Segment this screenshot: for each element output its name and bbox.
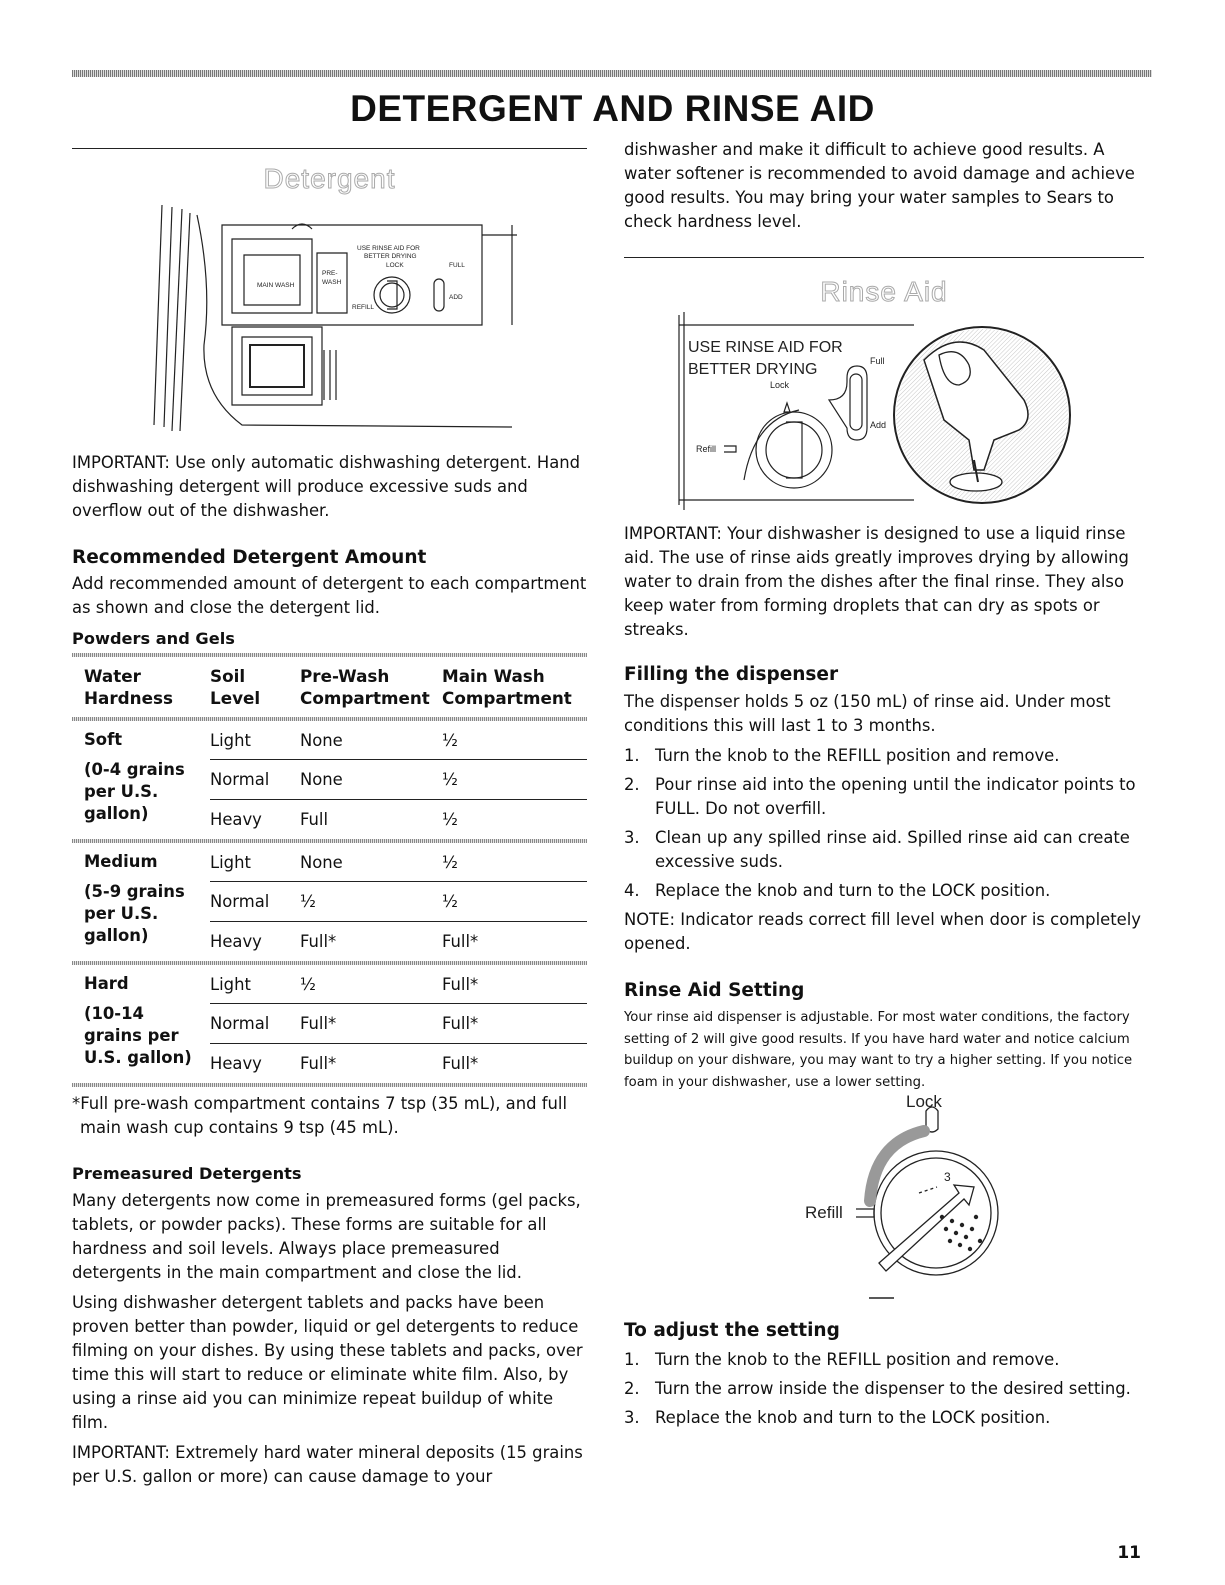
table-groups <box>72 721 587 1087</box>
section-rule <box>72 148 587 149</box>
list-item <box>624 1406 1144 1430</box>
main-cell: ½ <box>442 721 587 760</box>
pre-cell: None <box>300 721 442 760</box>
figure-label-better-drying: BETTER DRYING <box>364 253 417 260</box>
hard-water-continued: dishwasher and make it difficult to achieve good results. A water softener is recommended to avoid damage and achieve good results. You may bring your water samples to Sears to check hardness level. <box>624 140 1135 231</box>
rinse-knob-illustration <box>624 1093 1144 1318</box>
figure-label-use-rinse-aid: USE RINSE AID FOR <box>357 245 420 252</box>
pre-cell: None <box>300 843 442 882</box>
rinse-label-lock: Lock <box>770 380 790 390</box>
figure-label-lock: LOCK <box>386 262 404 269</box>
hardness-desc: (0-4 grains per U.S. gallon) <box>84 760 185 823</box>
list-item <box>624 879 1144 903</box>
soil-cell: Normal <box>210 760 300 800</box>
soil-cell: Normal <box>210 882 300 922</box>
recommended-text: Add recommended amount of detergent to each compartment as shown and close the detergent lid. <box>72 574 587 617</box>
table-top-rule <box>72 653 587 657</box>
table-row <box>72 721 587 760</box>
adjust-steps <box>624 1348 1144 1430</box>
step-number: 2. <box>624 775 640 794</box>
pre-cell: Full* <box>300 932 337 951</box>
list-item <box>624 1377 1144 1401</box>
rinse-label-better-drying: BETTER DRYING <box>688 361 818 378</box>
soil-cell: Heavy <box>210 810 262 829</box>
rinse-setting-heading: Rinse Aid Setting <box>624 980 805 1001</box>
hardness-desc: (5-9 grains per U.S. gallon) <box>84 882 185 945</box>
step-text: Pour rinse aid into the opening until the indicator points to FULL. Do not overfill. <box>655 775 1136 818</box>
left-column <box>72 148 587 1489</box>
water-hardness-cell <box>72 721 210 839</box>
indicator-note: NOTE: Indicator reads correct fill level when door is completely opened. <box>624 910 1141 953</box>
knob-label-lock: Lock <box>906 1093 942 1111</box>
section-rule-right <box>624 257 1144 258</box>
table-group-hard <box>72 965 587 1083</box>
step-text: Replace the knob and turn to the LOCK position. <box>655 881 1051 900</box>
pre-cell: Full* <box>300 1004 442 1044</box>
knob-label-three: 3 <box>944 1170 951 1184</box>
main-cell: ½ <box>442 760 587 800</box>
step-number: 1. <box>624 1350 640 1369</box>
rinse-label-refill: Refill <box>696 444 717 454</box>
figure-label-full: FULL <box>449 262 465 269</box>
header-prewash: Pre-Wash Compartment <box>300 666 430 708</box>
rinse-label-add: Add <box>870 420 887 430</box>
main-cell: ½ <box>442 810 458 829</box>
soil-cell: Heavy <box>210 1054 262 1073</box>
pre-cell: Full <box>300 810 329 829</box>
pre-cell: ½ <box>300 965 442 1004</box>
premeasured-paragraph-1: Many detergents now come in premeasured forms (gel packs, tablets, or powder packs). These forms are suitable for all hardness and soil levels. Always place premeasured detergents in the main compartment and close the lid. <box>72 1191 581 1282</box>
detergent-figure-title: Detergent <box>263 163 396 194</box>
figure-label-refill: REFILL <box>352 304 375 311</box>
list-item <box>624 744 1144 768</box>
hardness-name: Medium <box>84 852 158 871</box>
step-text: Clean up any spilled rinse aid. Spilled rinse aid can create excessive suds. <box>655 828 1130 871</box>
list-item <box>624 1348 1144 1372</box>
rinse-label-use-rinse-aid: USE RINSE AID FOR <box>688 339 843 356</box>
table-group-soft <box>72 721 587 839</box>
soil-cell: Light <box>210 965 300 1004</box>
list-item <box>624 773 1144 821</box>
list-item <box>624 826 1144 874</box>
soil-cell: Heavy <box>210 932 262 951</box>
soil-cell: Light <box>210 721 300 760</box>
table-row <box>72 843 587 882</box>
water-hardness-cell <box>72 965 210 1083</box>
step-number: 4. <box>624 881 640 900</box>
page-number: 11 <box>1117 1543 1141 1563</box>
pre-cell: Full* <box>300 1054 337 1073</box>
step-number: 1. <box>624 746 640 765</box>
figure-label-add: ADD <box>449 294 463 301</box>
right-column <box>624 138 1144 1435</box>
adjust-heading: To adjust the setting <box>624 1320 840 1341</box>
premeasured-heading: Premeasured Detergents <box>72 1164 302 1183</box>
table-group-rule <box>72 1083 587 1087</box>
filling-heading: Filling the dispenser <box>624 664 839 685</box>
rinse-setting-text: Your rinse aid dispenser is adjustable. For most water conditions, the factory setting of 2 will give good results. If you have hard water and notice calcium buildup on your dishware, you may want to try a higher setting. If you notice foam in your dishwasher, use a lower setting. <box>624 1010 1133 1090</box>
step-text: Turn the arrow inside the dispenser to the desired setting. <box>655 1379 1131 1398</box>
water-hardness-cell <box>72 843 210 961</box>
table-footnote: *Full pre-wash compartment contains 7 tsp (35 mL), and full main wash cup contains 9 tsp (45 mL). <box>72 1094 567 1137</box>
rinse-aid-dispenser-illustration <box>624 310 1144 515</box>
main-cell: ½ <box>442 843 587 882</box>
soil-cell: Light <box>210 843 300 882</box>
main-cell: Full* <box>442 965 587 1004</box>
main-cell: Full* <box>442 1054 479 1073</box>
hardness-name: Soft <box>84 730 123 749</box>
top-dotted-bar <box>72 70 1152 77</box>
detergent-table <box>72 665 587 717</box>
step-number: 2. <box>624 1379 640 1398</box>
table-header-row <box>72 665 587 717</box>
main-cell: Full* <box>442 1004 587 1044</box>
page-title: DETERGENT AND RINSE AID <box>350 88 875 129</box>
important-hard-water: IMPORTANT: Extremely hard water mineral deposits (15 grains per U.S. gallon or more) can cause damage to your <box>72 1443 583 1486</box>
step-number: 3. <box>624 1408 640 1427</box>
rinse-aid-figure-title: Rinse Aid <box>820 276 948 307</box>
table-group-medium <box>72 843 587 961</box>
rinse-label-full: Full <box>870 356 885 366</box>
step-text: Turn the knob to the REFILL position and remove. <box>655 746 1060 765</box>
important-detergent: IMPORTANT: Use only automatic dishwashing detergent. Hand dishwashing detergent will produce excessive suds and overflow out of the dishwasher. <box>72 453 581 520</box>
figure-label-main-wash: MAIN WASH <box>257 282 295 289</box>
figure-label-wash: WASH <box>322 279 342 286</box>
filling-text: The dispenser holds 5 oz (150 mL) of rinse aid. Under most conditions this will last 1 to 3 months. <box>624 692 1111 735</box>
hardness-name: Hard <box>84 974 129 993</box>
pre-cell: ½ <box>300 882 442 922</box>
header-soil-level: Soil Level <box>210 666 261 708</box>
powders-heading: Powders and Gels <box>72 629 235 648</box>
main-cell: Full* <box>442 932 479 951</box>
filling-steps <box>624 744 1144 903</box>
header-mainwash: Main Wash Compartment <box>442 666 572 708</box>
hardness-desc: (10-14 grains per U.S. gallon) <box>84 1004 192 1067</box>
figure-label-pre: PRE- <box>322 270 338 277</box>
step-number: 3. <box>624 828 640 847</box>
premeasured-paragraph-2: Using dishwasher detergent tablets and packs have been proven better than powder, liquid or gel detergents to reduce filming on your dishes. By using these tablets and packs, over time this will start to reduce or eliminate white film. Also, by using a rinse aid you can minimize repeat buildup of white film. <box>72 1293 583 1432</box>
soil-cell: Normal <box>210 1004 300 1044</box>
recommended-heading: Recommended Detergent Amount <box>72 547 427 568</box>
step-text: Turn the knob to the REFILL position and remove. <box>655 1350 1060 1369</box>
pre-cell: None <box>300 760 442 800</box>
detergent-dispenser-illustration <box>72 195 587 435</box>
main-cell: ½ <box>442 882 587 922</box>
table-row <box>72 965 587 1004</box>
header-water-hardness: Water Hardness <box>84 666 173 708</box>
knob-label-refill: Refill <box>805 1203 843 1222</box>
step-text: Replace the knob and turn to the LOCK position. <box>655 1408 1051 1427</box>
important-rinse-aid: IMPORTANT: Your dishwasher is designed to use a liquid rinse aid. The use of rinse aids greatly improves drying by allowing water to drain from the dishes after the final rinse. They also keep water from forming droplets that can dry as spots or streaks. <box>624 524 1129 639</box>
